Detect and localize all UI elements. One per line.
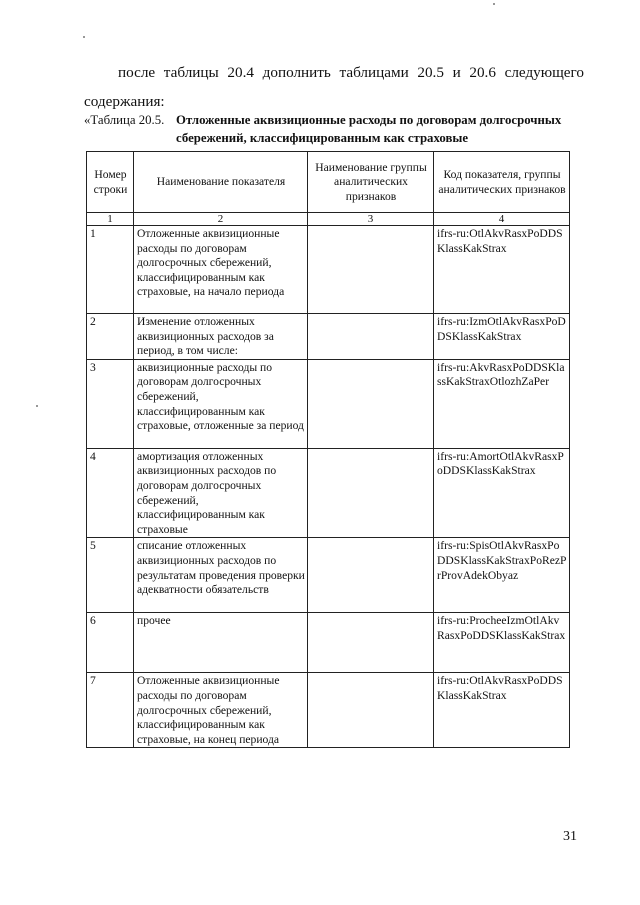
scan-speck (83, 36, 85, 38)
indicator-name: амортизация отложенных аквизиционных расходов по договорам долгосрочных сбережений, классифицированным как страховые (134, 448, 308, 538)
group-name (308, 359, 434, 448)
group-name (308, 538, 434, 613)
table-row (87, 448, 570, 538)
indicator-code: ifrs-ru:OtlAkvRasxPoDDSKlassKakStrax (434, 226, 570, 314)
page-number: 31 (563, 829, 577, 844)
indicator-code: ifrs-ru:ProcheeIzmOtlAkvRasxPoDDSKlassKakStrax (434, 613, 570, 673)
scan-speck (493, 3, 495, 5)
indicator-name: Изменение отложенных аквизиционных расходов за период, в том числе: (134, 314, 308, 360)
group-name (308, 448, 434, 538)
indicator-code: ifrs-ru:AkvRasxPoDDSKlassKakStraxOtlozhZaPer (434, 359, 570, 448)
table-caption-title: Отложенные аквизиционные расходы по договорам долгосрочных сбережений, классифицированным как страховые (176, 113, 562, 145)
group-name (308, 613, 434, 673)
scan-speck (36, 405, 38, 407)
table-row (87, 673, 570, 748)
indicator-code: ifrs-ru:AmortOtlAkvRasxPoDDSKlassKakStrax (434, 448, 570, 538)
intro-line: после таблицы 20.4 дополнить таблицами 20.5 и 20.6 следующего (118, 64, 584, 81)
group-name (308, 226, 434, 314)
intro-line: содержания: (84, 93, 165, 110)
row-number: 1 (87, 226, 134, 314)
column-number-row (87, 213, 570, 226)
table-row (87, 226, 570, 314)
indicator-code: ifrs-ru:IzmOtlAkvRasxPoDDSKlassKakStrax (434, 314, 570, 360)
indicator-name: Отложенные аквизиционные расходы по договорам долгосрочных сбережений, классифицированным как страховые, на начало периода (134, 226, 308, 314)
indicator-code: ifrs-ru:SpisOtlAkvRasxPoDDSKlassKakStraxPoRezPrProvAdekObyaz (434, 538, 570, 613)
row-number: 3 (87, 359, 134, 448)
table-header-row (87, 152, 570, 213)
table-row (87, 359, 570, 448)
intro-paragraph (84, 58, 584, 116)
row-number: 5 (87, 538, 134, 613)
indicator-table (86, 151, 570, 748)
indicator-name: Отложенные аквизиционные расходы по договорам долгосрочных сбережений, классифицированным как страховые, на конец периода (134, 673, 308, 748)
table-row (87, 314, 570, 360)
table-row (87, 613, 570, 673)
column-number: 1 (87, 213, 134, 226)
column-header: Код показателя, группы аналитических признаков (434, 152, 570, 213)
column-header: Номер строки (87, 152, 134, 213)
indicator-code: ifrs-ru:OtlAkvRasxPoDDSKlassKakStrax (434, 673, 570, 748)
column-number: 2 (134, 213, 308, 226)
column-number: 4 (434, 213, 570, 226)
column-header: Наименование показателя (134, 152, 308, 213)
row-number: 2 (87, 314, 134, 360)
group-name (308, 314, 434, 360)
table-caption-prefix: «Таблица 20.5. (84, 113, 165, 127)
row-number: 6 (87, 613, 134, 673)
column-header: Наименование группы аналитических признаков (308, 152, 434, 213)
column-number: 3 (308, 213, 434, 226)
group-name (308, 673, 434, 748)
row-number: 4 (87, 448, 134, 538)
indicator-name: списание отложенных аквизиционных расходов по результатам проведения проверки адекватности обязательств (134, 538, 308, 613)
indicator-name: аквизиционные расходы по договорам долгосрочных сбережений, классифицированным как страховые, отложенные за период (134, 359, 308, 448)
table-row (87, 538, 570, 613)
row-number: 7 (87, 673, 134, 748)
indicator-name: прочее (134, 613, 308, 673)
